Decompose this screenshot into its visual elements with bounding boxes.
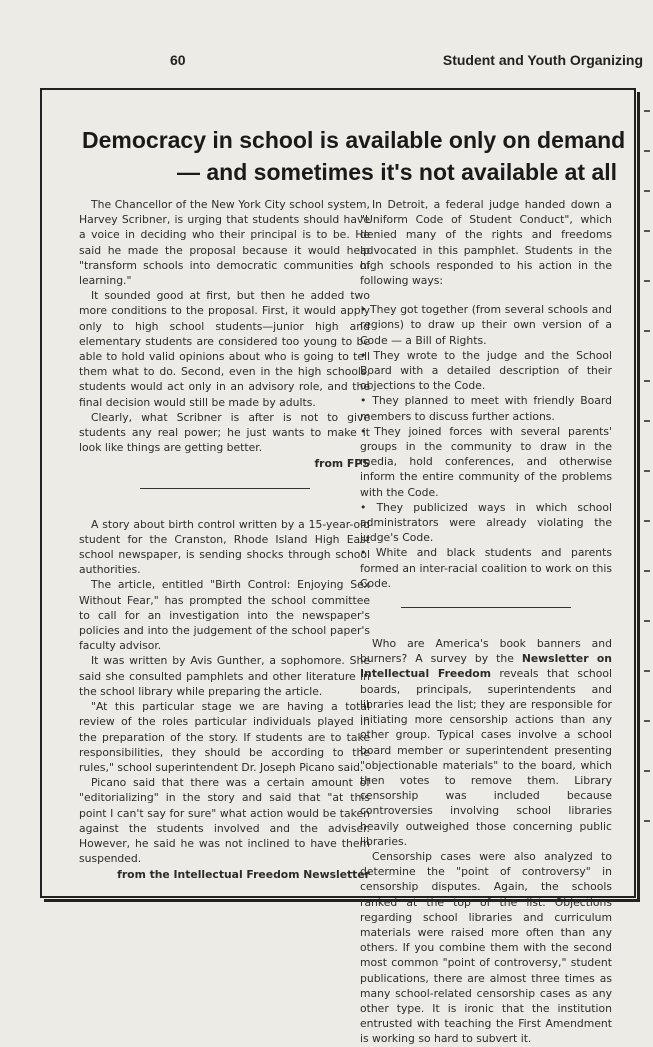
list-item: • They wrote to the judge and the School Board with a detailed description of their objections to the Code.	[360, 348, 612, 394]
paragraph: A story about birth control written by a 15-year-old student for the Cranston, Rhode Island High East school newspaper, is sending shocks through school authorities.	[79, 517, 370, 577]
headline-line-1: Democracy in school is available only on demand	[82, 127, 626, 153]
page-header	[0, 52, 653, 72]
paragraph: The Chancellor of the New York City school system, Harvey Scribner, is urging that students should have a voice in deciding who their principal is to be. He said he made the proposal because it would help "transform schools into democratic communities of learning."	[79, 198, 370, 288]
paragraph: Clearly, what Scribner is after is not to give students any real power; he just wants to make it look like things are getting better.	[79, 410, 370, 455]
paragraph: "At this particular stage we are having a total review of the roles particular individuals played in the preparation of the story. If students are to take responsibilities, they should be according to the rules," school superintendent Dr. Joseph Picano said.	[79, 700, 370, 774]
spacer	[360, 288, 612, 302]
paragraph: Picano said that there was a certain amount of "editorializing" in the story and said that "at this point I can't say for sure" what action would be taken against the students involved and the adviser. However, he said he was not inclined to have them suspended.	[79, 776, 370, 866]
paragraph: It was written by Avis Gunther, a sophomore. She said she consulted pamphlets and other literature in the school library while preparing the article.	[79, 654, 370, 698]
headline-line-2: — and sometimes it's not available at all	[177, 159, 618, 185]
text-run: reveals that school boards, principals, superintendents and libraries lead the list; they are responsible for initiating more censorship actions than any other group. Typical cases involve a school board member or superintendent presenting "objectionable materials" to the board, which then votes to remove them. Library censorship was included because controversies involving school libraries heavily outweighed those concerning public libraries.	[360, 667, 612, 848]
margin-marks	[639, 90, 653, 890]
right-column	[360, 197, 612, 1047]
article-frame	[40, 88, 636, 1046]
headline	[42, 124, 638, 188]
list-item: • They joined forces with several parents' groups in the community to draw in the media, hold conferences, and otherwise inform the entire community of the problems with the Code.	[360, 424, 612, 500]
text-run: Who are America's book banners and burners? A survey by the	[360, 637, 612, 666]
divider	[140, 488, 310, 489]
page-number: 60	[170, 52, 186, 68]
list-item: • They got together (from several schools and regions) to draw up their own version of a Code — a Bill of Rights.	[360, 302, 612, 348]
story-source: from the Intellectual Freedom Newsletter	[117, 868, 370, 882]
newsletter-name: Newsletter on Intellectual Freedom	[360, 652, 612, 681]
list-item: • They planned to meet with friendly Board members to discuss further actions.	[360, 393, 612, 423]
divider	[401, 607, 571, 608]
left-column	[79, 197, 370, 883]
paragraph: The article, entitled "Birth Control: Enjoying Sex Without Fear," has prompted the school committee to call for an investigation into the newspaper's policies and into the judgement of the school paper's faculty advisor.	[79, 578, 370, 653]
paragraph: Censorship cases were also analyzed to determine the "point of controversy" in censorship disputes. Again, the schools ranked at the top of the list. Objections regarding school libraries and curriculum materials were raised more often than any others. If you combine them with the second most common "point of controversy," student publications, there are almost three times as many school-related censorship cases as any other type. It is ironic that the institution entrusted with teaching the First Amendment is working so hard to subvert it.	[360, 849, 612, 1046]
paragraph: It sounded good at first, but then he added two more conditions to the proposal. First, it would apply only to high school students—junior high and elementary students are considered too young to be able to hold valid opinions about who is going to tell them what to do. Second, even in the high schools, students would act only in an advisory role, and the final decision would still be made by adults.	[79, 289, 370, 409]
running-head: Student and Youth Organizing	[442, 52, 643, 68]
paragraph: In Detroit, a federal judge handed down a "Uniform Code of Student Conduct", which denied many of the rights and freedoms advocated in this pamphlet. Students in the high schools responded to his action in the following ways:	[360, 198, 612, 288]
story-source: from FPS	[314, 457, 370, 471]
list-item: • White and black students and parents formed an inter-racial coalition to work on this Code.	[360, 545, 612, 591]
list-item: • They publicized ways in which school administrators were already violating the judge's Code.	[360, 500, 612, 546]
paragraph	[360, 636, 612, 849]
